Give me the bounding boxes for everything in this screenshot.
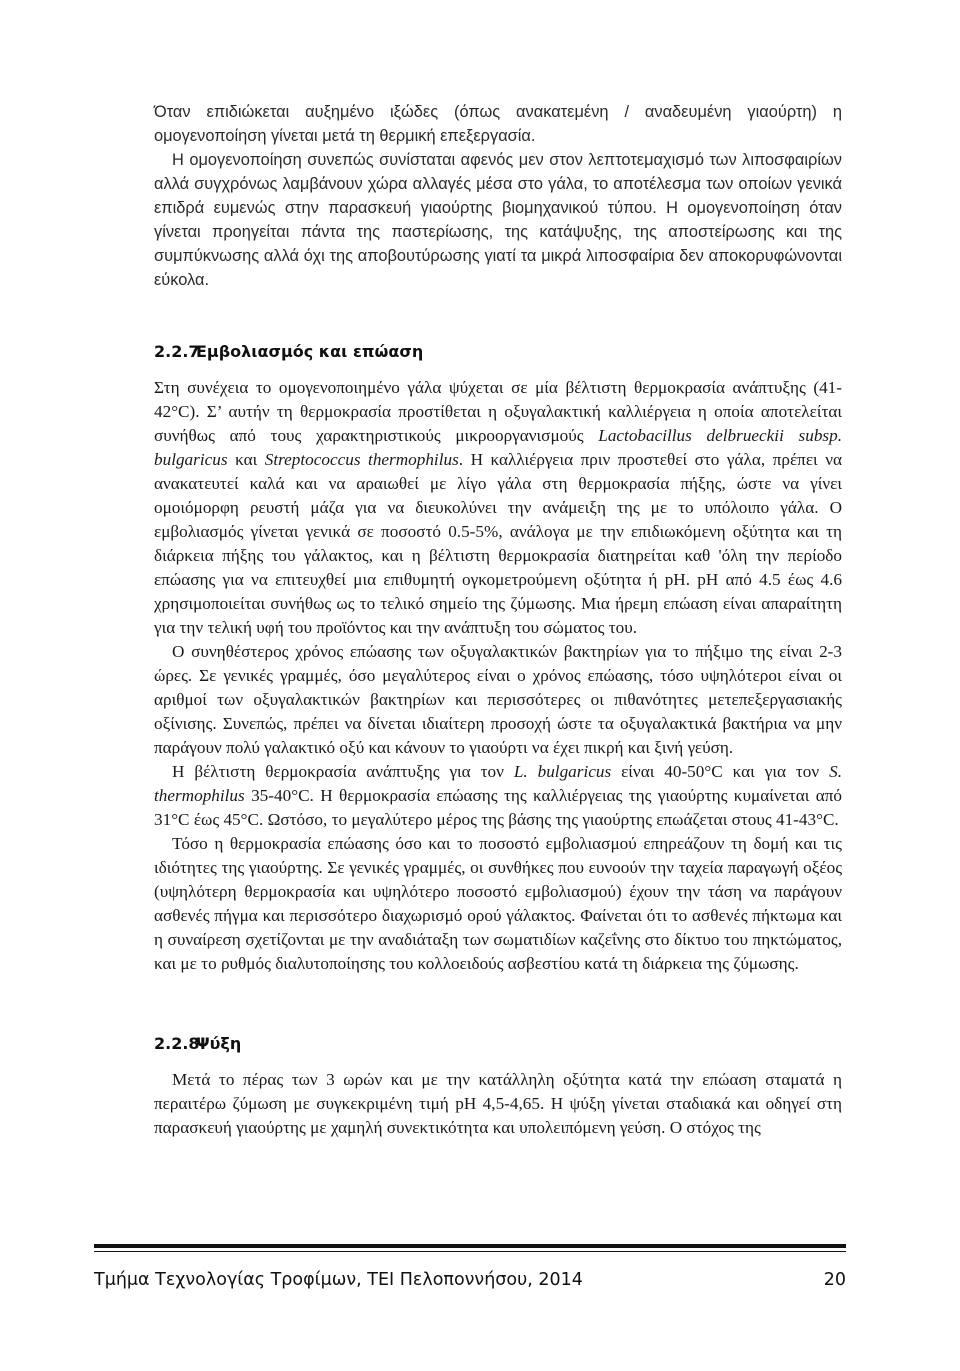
text-run: είναι 40-50°C και για τον	[611, 762, 830, 781]
page-number: 20	[823, 1270, 846, 1290]
section-number: 2.2.7	[154, 342, 200, 361]
section-heading-227	[154, 340, 842, 364]
text-run: Η βέλτιστη θερμοκρασία ανάπτυξης για τον	[172, 762, 514, 781]
text-run: Στη συνέχεια το ομογενοποιημένο γάλα ψύχεται σε μία βέλτιστη θερμοκρασία ανάπτυξης (41-42°C). Σ’ αυτήν τη θερμοκρασία προστίθεται η οξυγαλακτική καλλιέργεια η οποία αποτελείται συνήθως από τους χαρακτηριστικούς μικροοργανισμούς	[154, 378, 842, 445]
section-227-paragraph-1	[154, 376, 842, 640]
page-body	[154, 100, 842, 1140]
section-number: 2.2.8	[154, 1034, 200, 1053]
section-228-paragraph-1: Μετά το πέρας των 3 ωρών και με την κατάλληλη οξύτητα κατά την επώαση σταματά η περαιτέρω ζύμωση με συγκεκριμένη τιμή pH 4,5-4,65. Η ψύξη γίνεται σταδιακά και οδηγεί στη παρασκευή γιαούρτης με χαμηλή συνεκτικότητα και υπολειπόμενη γεύση. Ο στόχος της	[154, 1070, 842, 1137]
section-title: Ψύξη	[196, 1034, 242, 1053]
species-name: Lactobacillus delbrueckii subsp. bulgaricus	[154, 426, 842, 469]
section-heading-228	[154, 1032, 842, 1056]
text-run: . Η καλλιέργεια πριν προστεθεί στο γάλα, πρέπει να ανακατευτεί καλά και να αραιωθεί με λίγο γάλα στη θερμοκρασία πήξης, ώστε να γίνει ομοιόμορφη ρευστή μάζα για να διευκολύνει την ανάμειξη της με το υπόλοιπο γάλα. Ο εμβολιασμός γίνεται γενικά σε ποσοστό 0.5-5%, ανάλογα με την επιδιωκόμενη οξύτητα και τη διάρκεια πήξης του γάλακτος, και η βέλτιστη θερμοκρασία διατηρείται καθ 'όλη την περίοδο επώασης για να επιτευχθεί μια επιθυμητή ογκομετρούμενη οξύτητα ή pH. pH από 4.5 έως 4.6 χρησιμοποιείται συνήθως ως το τελικό σημείο της ζύμωσης. Μια ήρεμη επώαση είναι απαραίτητη για την τελική υφή του προϊόντος και την ανάπτυξη του σώματος του.	[154, 450, 842, 637]
footer-rule-thick	[94, 1244, 846, 1248]
species-name: Streptococcus thermophilus	[264, 450, 459, 469]
footer-rule-thin	[94, 1251, 846, 1252]
intro-paragraph-1: Όταν επιδιώκεται αυξημένο ιξώδες (όπως ανακατεμένη / αναδευμένη γιαούρτη) η ομογενοποίηση γίνεται μετά τη θερμική επεξεργασία.	[154, 103, 842, 145]
footer-institution: Τμήμα Τεχνολογίας Τροφίμων, ΤΕΙ Πελοποννήσου, 2014	[94, 1270, 583, 1290]
section-227-paragraph-3	[154, 760, 842, 832]
section-227-paragraph-4: Τόσο η θερμοκρασία επώασης όσο και το ποσοστό εμβολιασμού επηρεάζουν τη δομή και τις ιδιότητες της γιαούρτης. Σε γενικές γραμμές, οι συνθήκες που ευνοούν την ταχεία παραγωγή οξέος (υψηλότερη θερμοκρασία και υψηλότερο ποσοστό εμβολιασμού) έχουν την τάση να παράγουν ασθενές πήγμα και περισσότερο διαχωρισμό ορού γάλακτος. Φαίνεται ότι το ασθενές πήκτωμα και η συναίρεση σχετίζονται με την αναδιάταξη των σωματιδίων καζεΐνης στο δίκτυο του πηκτώματος, και με το ρυθμός διαλυτοποίησης του κολλοειδούς ασβεστίου κατά τη διάρκεια της ζύμωσης.	[154, 834, 842, 973]
species-name: L. bulgaricus	[513, 762, 612, 781]
section-227-paragraph-2: Ο συνηθέστερος χρόνος επώασης των οξυγαλακτικών βακτηρίων για το πήξιμο της είναι 2-3 ώρες. Σε γενικές γραμμές, όσο μεγαλύτερος είναι ο χρόνος επώασης, τόσο υψηλότεροι είναι οι αριθμοί των οξυγαλακτικών βακτηρίων και περισσότερες οι πιθανότητες μετεπεξεργασιακής οξίνισης. Συνεπώς, πρέπει να δίνεται ιδιαίτερη προσοχή ώστε τα οξυγαλακτικά βακτήρια να μην παράγουν πολύ γαλακτικό οξύ και κάνουν το γιαούρτι να έχει πικρή και ξινή γεύση.	[154, 642, 842, 757]
intro-paragraph-2: Η ομογενοποίηση συνεπώς συνίσταται αφενός μεν στον λεπτοτεμαχισμό των λιποσφαιρίων αλλά συγχρόνως λαμβάνουν χώρα αλλαγές μέσα στο γάλα, το αποτέλεσμα των οποίων γενικά επιδρά ευμενώς στην παρασκευή γιαούρτης βιομηχανικού τύπου. Η ομογενοποίηση όταν γίνεται προηγείται πάντα της παστερίωσης, της κατάψυξης, της αποστείρωσης και της συμπύκνωσης αλλά όχι της αποβουτύρωσης γιατί τα μικρά λιποσφαίρια δεν αποκορυφώνονται εύκολα.	[154, 151, 842, 289]
text-run: και	[227, 450, 265, 469]
species-name: S. thermophilus	[154, 762, 842, 805]
text-run: 35-40°C. Η θερμοκρασία επώασης της καλλιέργειας της γιαούρτης κυμαίνεται από 31°C έως 45°C. Ωστόσο, το μεγαλύτερο μέρος της βάσης της γιαούρτης επωάζεται στους 41-43°C.	[154, 786, 842, 829]
section-title: Εμβολιασμός και επώαση	[196, 342, 424, 361]
